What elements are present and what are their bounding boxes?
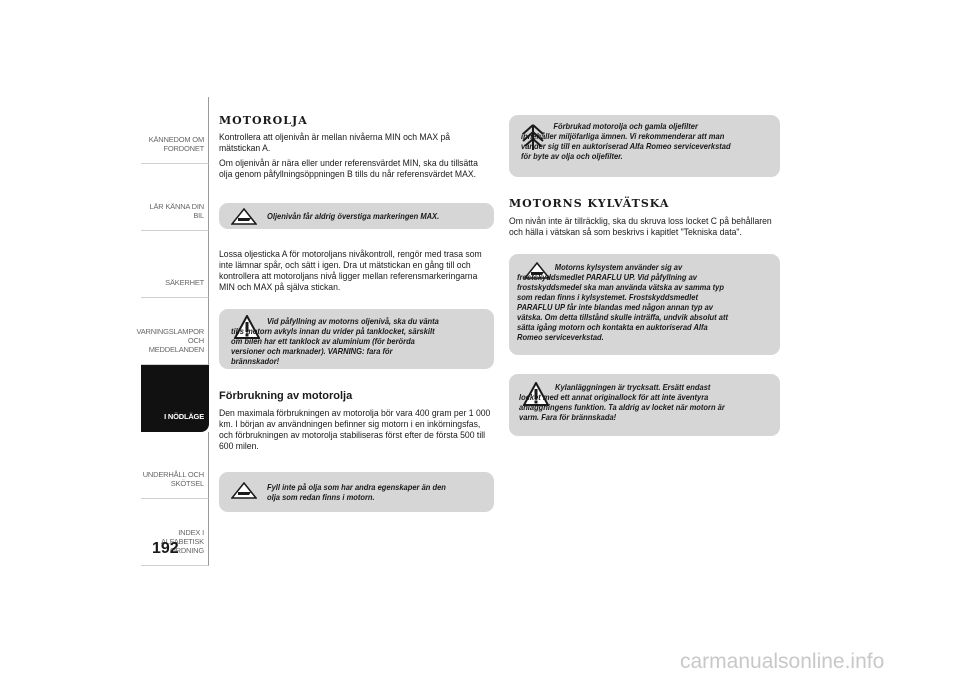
oil-can-icon — [231, 482, 257, 499]
tab-underhall[interactable] — [141, 432, 209, 499]
tab-label: SÄKERHET — [165, 278, 204, 287]
tab-label: INDEX I ALFABETISK ORDNING — [160, 528, 204, 555]
left-subsection — [219, 390, 494, 451]
tab-i-nodlage[interactable] — [141, 365, 209, 432]
note-text: Fyll inte på olja som har andra egenskaper än den olja som redan finns i motorn. — [267, 482, 446, 502]
note-text: Förbrukad motorolja och gamla oljefilter innehåller miljöfarliga ämnen. Vi rekommenderar att man vänder sig till en auktoriserad Alfa Romeo serviceverkstad för byte av olja och oljefilter. — [521, 121, 731, 161]
tab-label: KÄNNEDOM OM FORDONET — [148, 135, 204, 153]
paragraph: Lossa oljesticka A för motoroljans nivåkontroll, rengör med trasa som inte lämnar spår, och sätt i igen. Dra ut mätstickan en gång till och kontrollera att motoroljans nivå ligger mellan referensmarkeringarna MIN och MAX på själva stickan. — [219, 248, 482, 292]
right-section-kylvatska — [509, 197, 784, 237]
note-box-burn-warning — [219, 309, 494, 369]
paragraph: Om oljenivån är nära eller under referensvärdet MIN, ska du tillsätta olja genom påfyllningsöppningen B tills du når referensvärdet MAX. — [219, 157, 478, 179]
tab-label: LÄR KÄNNA DIN BIL — [149, 202, 204, 220]
chapter-sidebar — [136, 97, 209, 566]
tab-label: UNDERHÅLL OCH SKÖTSEL — [142, 470, 204, 488]
left-column — [219, 114, 494, 179]
note-box-oil-level — [219, 203, 494, 229]
tab-varningslampor[interactable] — [136, 298, 209, 365]
tab-lar-kanna[interactable] — [141, 164, 209, 231]
note-box-oil-type — [219, 472, 494, 512]
note-text: Vid påfyllning av motorns oljenivå, ska du vänta tills motorn avkyls innan du vrider på tanklocket, särskilt om bilen har ett tanklock av aluminium (för berörda versioner och marknader). VARNING: fara för brännskador! — [231, 316, 439, 366]
paragraph: Om nivån inte är tillräcklig, ska du skruva loss locket C på behållaren och hälla i vätskan så som beskrivs i kapitlet "Tekniska data". — [509, 215, 772, 237]
note-box-paraflu — [509, 254, 780, 355]
tab-label: I NÖDLÄGE — [164, 412, 204, 421]
tab-label: VARNINGSLAMPOR OCH MEDDELANDEN — [136, 327, 204, 354]
note-box-pressure-warning — [509, 374, 780, 436]
watermark: carmanualsonline.info — [680, 650, 885, 673]
tab-sakerhet[interactable] — [141, 231, 209, 298]
note-text: Motorns kylsystem använder sig av frostskyddsmedlet PARAFLU UP. Vid påfyllning av frostskyddsmedel ska man använda vätska av samma typ som redan finns i kylsystemet. Frostskyddsmedlet PARAFLU UP får inte blandas med någon annan typ av vätska. Om detta tillstånd skulle inträffa, undvik absolut att sätta igång motorn och kontakta en auktoriserad Alfa Romeo serviceverkstad. — [517, 262, 728, 342]
left-paragraph-2 — [219, 248, 494, 292]
note-box-environment — [509, 115, 780, 177]
page-number: 192 — [152, 540, 179, 557]
paragraph: Kontrollera att oljenivån är mellan nivåerna MIN och MAX på mätstickan A. — [219, 131, 451, 153]
oil-can-icon — [231, 208, 257, 225]
section-title-kylvatska: MOTORNS KYLVÄTSKA — [509, 197, 670, 210]
section-title-motorolja: MOTOROLJA — [219, 114, 308, 127]
paragraph: Den maximala förbrukningen av motorolja bör vara 400 gram per 1 000 km. I början av användningen befinner sig motorn i en inkörningsfas, och förbrukningen av motorolja stabiliseras först efter de första 500 till 600 milen. — [219, 407, 491, 451]
note-text: Kylanläggningen är trycksatt. Ersätt endast locket med ett annat originallock för att inte äventyra anläggningens funktion. Ta aldrig av locket när motorn är varm. Fara för brännskada! — [519, 382, 725, 422]
note-text: Oljenivån får aldrig överstiga markeringen MAX. — [267, 211, 440, 221]
tab-kannedom[interactable] — [141, 97, 209, 164]
subsection-title-forbrukning: Förbrukning av motorolja — [219, 390, 353, 402]
